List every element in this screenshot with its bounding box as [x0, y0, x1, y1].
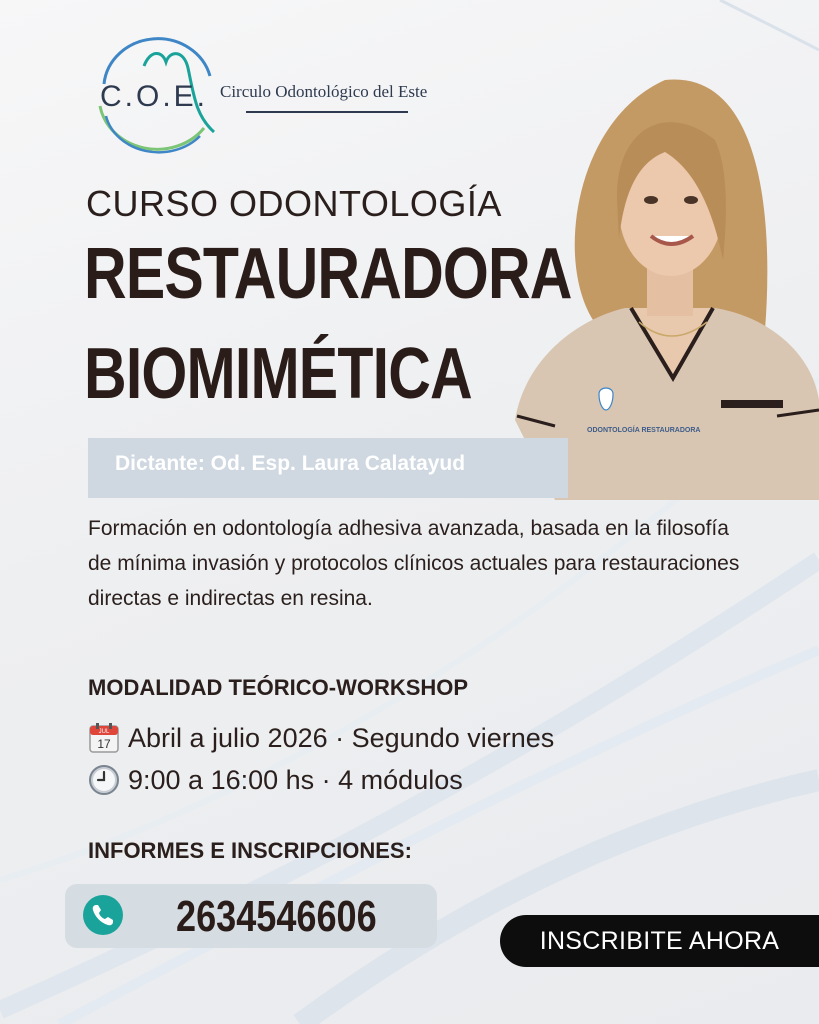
course-title-line1: RESTAURADORA	[84, 234, 572, 314]
course-modality: MODALIDAD TEÓRICO-WORKSHOP	[88, 675, 469, 700]
logo-name: Circulo Odontológico del Este	[220, 82, 428, 101]
course-subtitle: CURSO ODONTOLOGÍA	[86, 183, 502, 224]
schedule-dates-row	[88, 722, 554, 754]
clock-icon	[88, 764, 120, 796]
speaker-photo	[515, 60, 819, 500]
calendar-icon	[88, 722, 120, 754]
uniform-label: ODONTOLOGÍA RESTAURADORA	[587, 427, 701, 434]
schedule-dates: Abril a julio 2026 · Segundo viernes	[128, 722, 555, 753]
logo-initials: C.O.E.	[100, 80, 209, 113]
calendar-month: JUL	[98, 729, 110, 735]
schedule-hours-row	[88, 764, 463, 796]
phone-number[interactable]: 2634546606	[176, 892, 377, 941]
course-description: Formación en odontología adhesiva avanzada, basada en la filosofía de mínima invasión y protocolos clínicos actuales para restauraciones directas e indirectas en resina.	[88, 517, 740, 610]
course-title-line2: BIOMIMÉTICA	[84, 334, 472, 414]
schedule-hours: 9:00 a 16:00 hs · 4 módulos	[128, 764, 463, 795]
phone-icon[interactable]	[82, 894, 124, 936]
enroll-button[interactable]: INSCRIBITE AHORA	[500, 915, 819, 967]
logo-underline	[246, 111, 408, 113]
calendar-day: 17	[97, 737, 111, 751]
contact-heading: INFORMES E INSCRIPCIONES:	[88, 838, 412, 863]
speaker-name: Dictante: Od. Esp. Laura Calatayud	[115, 452, 466, 475]
